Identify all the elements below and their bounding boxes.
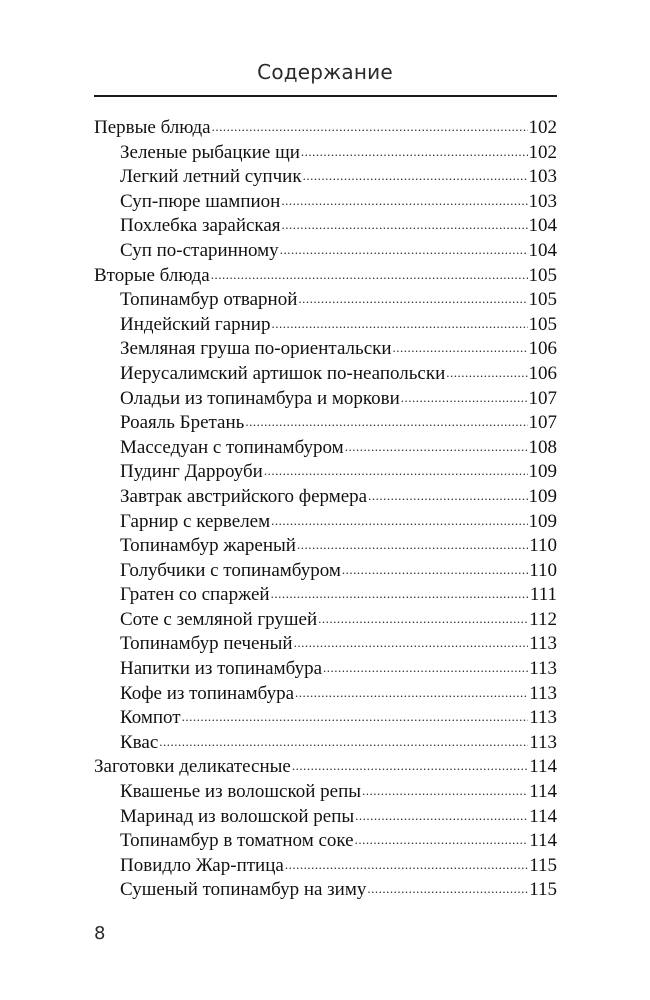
toc-entry xyxy=(94,829,557,854)
toc-entry-title: Земляная груша по-ориентальски xyxy=(120,338,392,360)
toc-entry xyxy=(94,559,557,584)
toc-entry-page: 114 xyxy=(529,756,557,778)
toc-entry-page: 113 xyxy=(529,707,557,729)
toc-dot-leader xyxy=(211,262,528,288)
toc-entry-title: Суп-пюре шампион xyxy=(120,190,281,212)
toc-entry xyxy=(94,387,557,412)
toc-entry-page: 104 xyxy=(528,215,557,237)
toc-entry-title: Топинамбур печеный xyxy=(120,633,293,655)
toc-entry-page: 113 xyxy=(529,731,557,753)
toc-dot-leader xyxy=(264,458,528,484)
toc-entry-page: 109 xyxy=(528,461,557,483)
toc-entry-title: Топинамбур жареный xyxy=(120,535,296,557)
toc-entry-title: Топинамбур в томатном соке xyxy=(120,830,354,852)
toc-dot-leader xyxy=(271,581,529,607)
toc-entry xyxy=(94,485,557,510)
toc-entry-page: 102 xyxy=(528,117,557,138)
toc-entry-title: Завтрак австрийского фермера xyxy=(120,485,368,507)
toc-entry xyxy=(94,337,557,362)
toc-entry xyxy=(94,214,557,239)
toc-entry-page: 109 xyxy=(528,510,557,532)
toc-dot-leader xyxy=(295,680,528,706)
toc-dot-leader xyxy=(212,114,528,140)
toc-entry-page: 115 xyxy=(529,854,557,876)
toc-entry-page: 103 xyxy=(528,166,557,188)
toc-entry-page: 105 xyxy=(528,264,557,286)
table-of-contents xyxy=(94,116,557,903)
toc-entry-page: 115 xyxy=(529,879,557,901)
toc-entry-title: Иерусалимский артишок по-неапольски xyxy=(120,362,446,384)
toc-entry-title: Напитки из топинамбура xyxy=(120,658,323,680)
toc-entry-page: 105 xyxy=(528,289,557,311)
toc-entry xyxy=(94,436,557,461)
toc-entry-page: 114 xyxy=(529,830,557,852)
toc-entry-page: 106 xyxy=(528,362,557,384)
toc-dot-leader xyxy=(355,827,529,853)
toc-entry-title: Голубчики с топинамбуром xyxy=(120,559,341,581)
toc-entry-page: 113 xyxy=(529,682,557,704)
toc-section-entry xyxy=(94,264,557,289)
toc-dot-leader xyxy=(362,778,528,804)
toc-entry-title: Суп по-старинному xyxy=(120,239,279,261)
toc-entry xyxy=(94,141,557,166)
toc-entry-page: 107 xyxy=(528,412,557,434)
toc-entry-page: 104 xyxy=(528,239,557,261)
toc-dot-leader xyxy=(298,286,527,312)
header-divider xyxy=(94,95,557,97)
toc-entry-title: Гарнир с кервелем xyxy=(120,510,271,532)
toc-entry-page: 106 xyxy=(528,338,557,360)
toc-dot-leader xyxy=(297,532,528,558)
toc-entry-page: 110 xyxy=(529,559,557,581)
toc-entry-title: Пудинг Дарроуби xyxy=(120,461,263,483)
toc-dot-leader xyxy=(446,360,527,386)
toc-entry-page: 110 xyxy=(529,535,557,557)
toc-dot-leader xyxy=(345,434,528,460)
toc-entry-page: 112 xyxy=(529,608,557,630)
toc-entry-title: Зеленые рыбацкие щи xyxy=(120,141,300,163)
toc-dot-leader xyxy=(159,729,528,755)
toc-entry xyxy=(94,632,557,657)
toc-entry-title: Первые блюда xyxy=(94,117,211,138)
toc-entry-title: Масседуан с топинамбуром xyxy=(120,436,344,458)
toc-dot-leader xyxy=(367,876,528,902)
toc-entry xyxy=(94,165,557,190)
toc-entry xyxy=(94,583,557,608)
toc-entry xyxy=(94,510,557,535)
toc-dot-leader xyxy=(294,630,529,656)
toc-entry-title: Соте с земляной грушей xyxy=(120,608,318,630)
toc-entry-page: 113 xyxy=(529,633,557,655)
toc-dot-leader xyxy=(342,557,528,583)
toc-dot-leader xyxy=(245,409,527,435)
toc-entry-title: Квас xyxy=(120,731,159,753)
toc-dot-leader xyxy=(285,852,528,878)
toc-entry xyxy=(94,362,557,387)
toc-dot-leader xyxy=(301,139,528,165)
toc-dot-leader xyxy=(323,655,528,681)
toc-entry-title: Топинамбур отварной xyxy=(120,289,298,311)
toc-dot-leader xyxy=(282,212,528,238)
toc-entry xyxy=(94,731,557,756)
page-number: 8 xyxy=(94,923,106,944)
toc-dot-leader xyxy=(401,385,528,411)
toc-dot-leader xyxy=(280,237,528,263)
toc-entry xyxy=(94,805,557,830)
page-title: Содержание xyxy=(257,60,393,84)
toc-entry xyxy=(94,657,557,682)
toc-entry-page: 102 xyxy=(528,141,557,163)
toc-entry-title: Вторые блюда xyxy=(94,264,210,286)
toc-entry-title: Оладьи из топинамбура и моркови xyxy=(120,387,400,409)
toc-entry-title: Кофе из топинамбура xyxy=(120,682,295,704)
toc-dot-leader xyxy=(281,188,527,214)
toc-entry-page: 111 xyxy=(529,584,557,606)
toc-dot-leader xyxy=(368,483,527,509)
toc-entry xyxy=(94,313,557,338)
toc-entry-title: Маринад из волошской репы xyxy=(120,805,355,827)
toc-dot-leader xyxy=(318,606,528,632)
toc-entry-title: Сушеный топинамбур на зиму xyxy=(120,879,367,901)
toc-entry xyxy=(94,608,557,633)
toc-entry-title: Квашенье из волошской репы xyxy=(120,781,362,803)
toc-entry-page: 114 xyxy=(529,781,557,803)
toc-entry xyxy=(94,706,557,731)
toc-entry-title: Повидло Жар-птица xyxy=(120,854,284,876)
toc-entry-page: 114 xyxy=(529,805,557,827)
toc-entry-page: 113 xyxy=(529,658,557,680)
toc-dot-leader xyxy=(182,704,529,730)
toc-dot-leader xyxy=(393,335,528,361)
toc-section-entry xyxy=(94,116,557,141)
toc-entry xyxy=(94,288,557,313)
toc-entry-page: 105 xyxy=(528,313,557,335)
toc-dot-leader xyxy=(303,163,528,189)
toc-dot-leader xyxy=(271,311,527,337)
toc-entry-title: Компот xyxy=(120,707,181,729)
toc-entry-title: Индейский гарнир xyxy=(120,313,271,335)
toc-entry xyxy=(94,239,557,264)
toc-entry-title: Гратен со спаржей xyxy=(120,584,270,606)
toc-entry-page: 103 xyxy=(528,190,557,212)
toc-entry-title: Похлебка зарайская xyxy=(120,215,281,237)
toc-entry-page: 108 xyxy=(528,436,557,458)
toc-entry xyxy=(94,460,557,485)
toc-dot-leader xyxy=(292,753,528,779)
toc-entry xyxy=(94,411,557,436)
toc-dot-leader xyxy=(271,508,527,534)
toc-entry-page: 109 xyxy=(528,485,557,507)
toc-entry xyxy=(94,534,557,559)
toc-entry-title: Заготовки деликатесные xyxy=(94,756,291,778)
toc-dot-leader xyxy=(355,803,528,829)
toc-entry-title: Роаяль Бретань xyxy=(120,412,245,434)
toc-entry xyxy=(94,854,557,879)
toc-entry xyxy=(94,780,557,805)
toc-entry-title: Легкий летний супчик xyxy=(120,166,302,188)
toc-section-entry xyxy=(94,755,557,780)
toc-entry xyxy=(94,190,557,215)
toc-entry xyxy=(94,682,557,707)
toc-entry xyxy=(94,878,557,903)
toc-entry-page: 107 xyxy=(528,387,557,409)
